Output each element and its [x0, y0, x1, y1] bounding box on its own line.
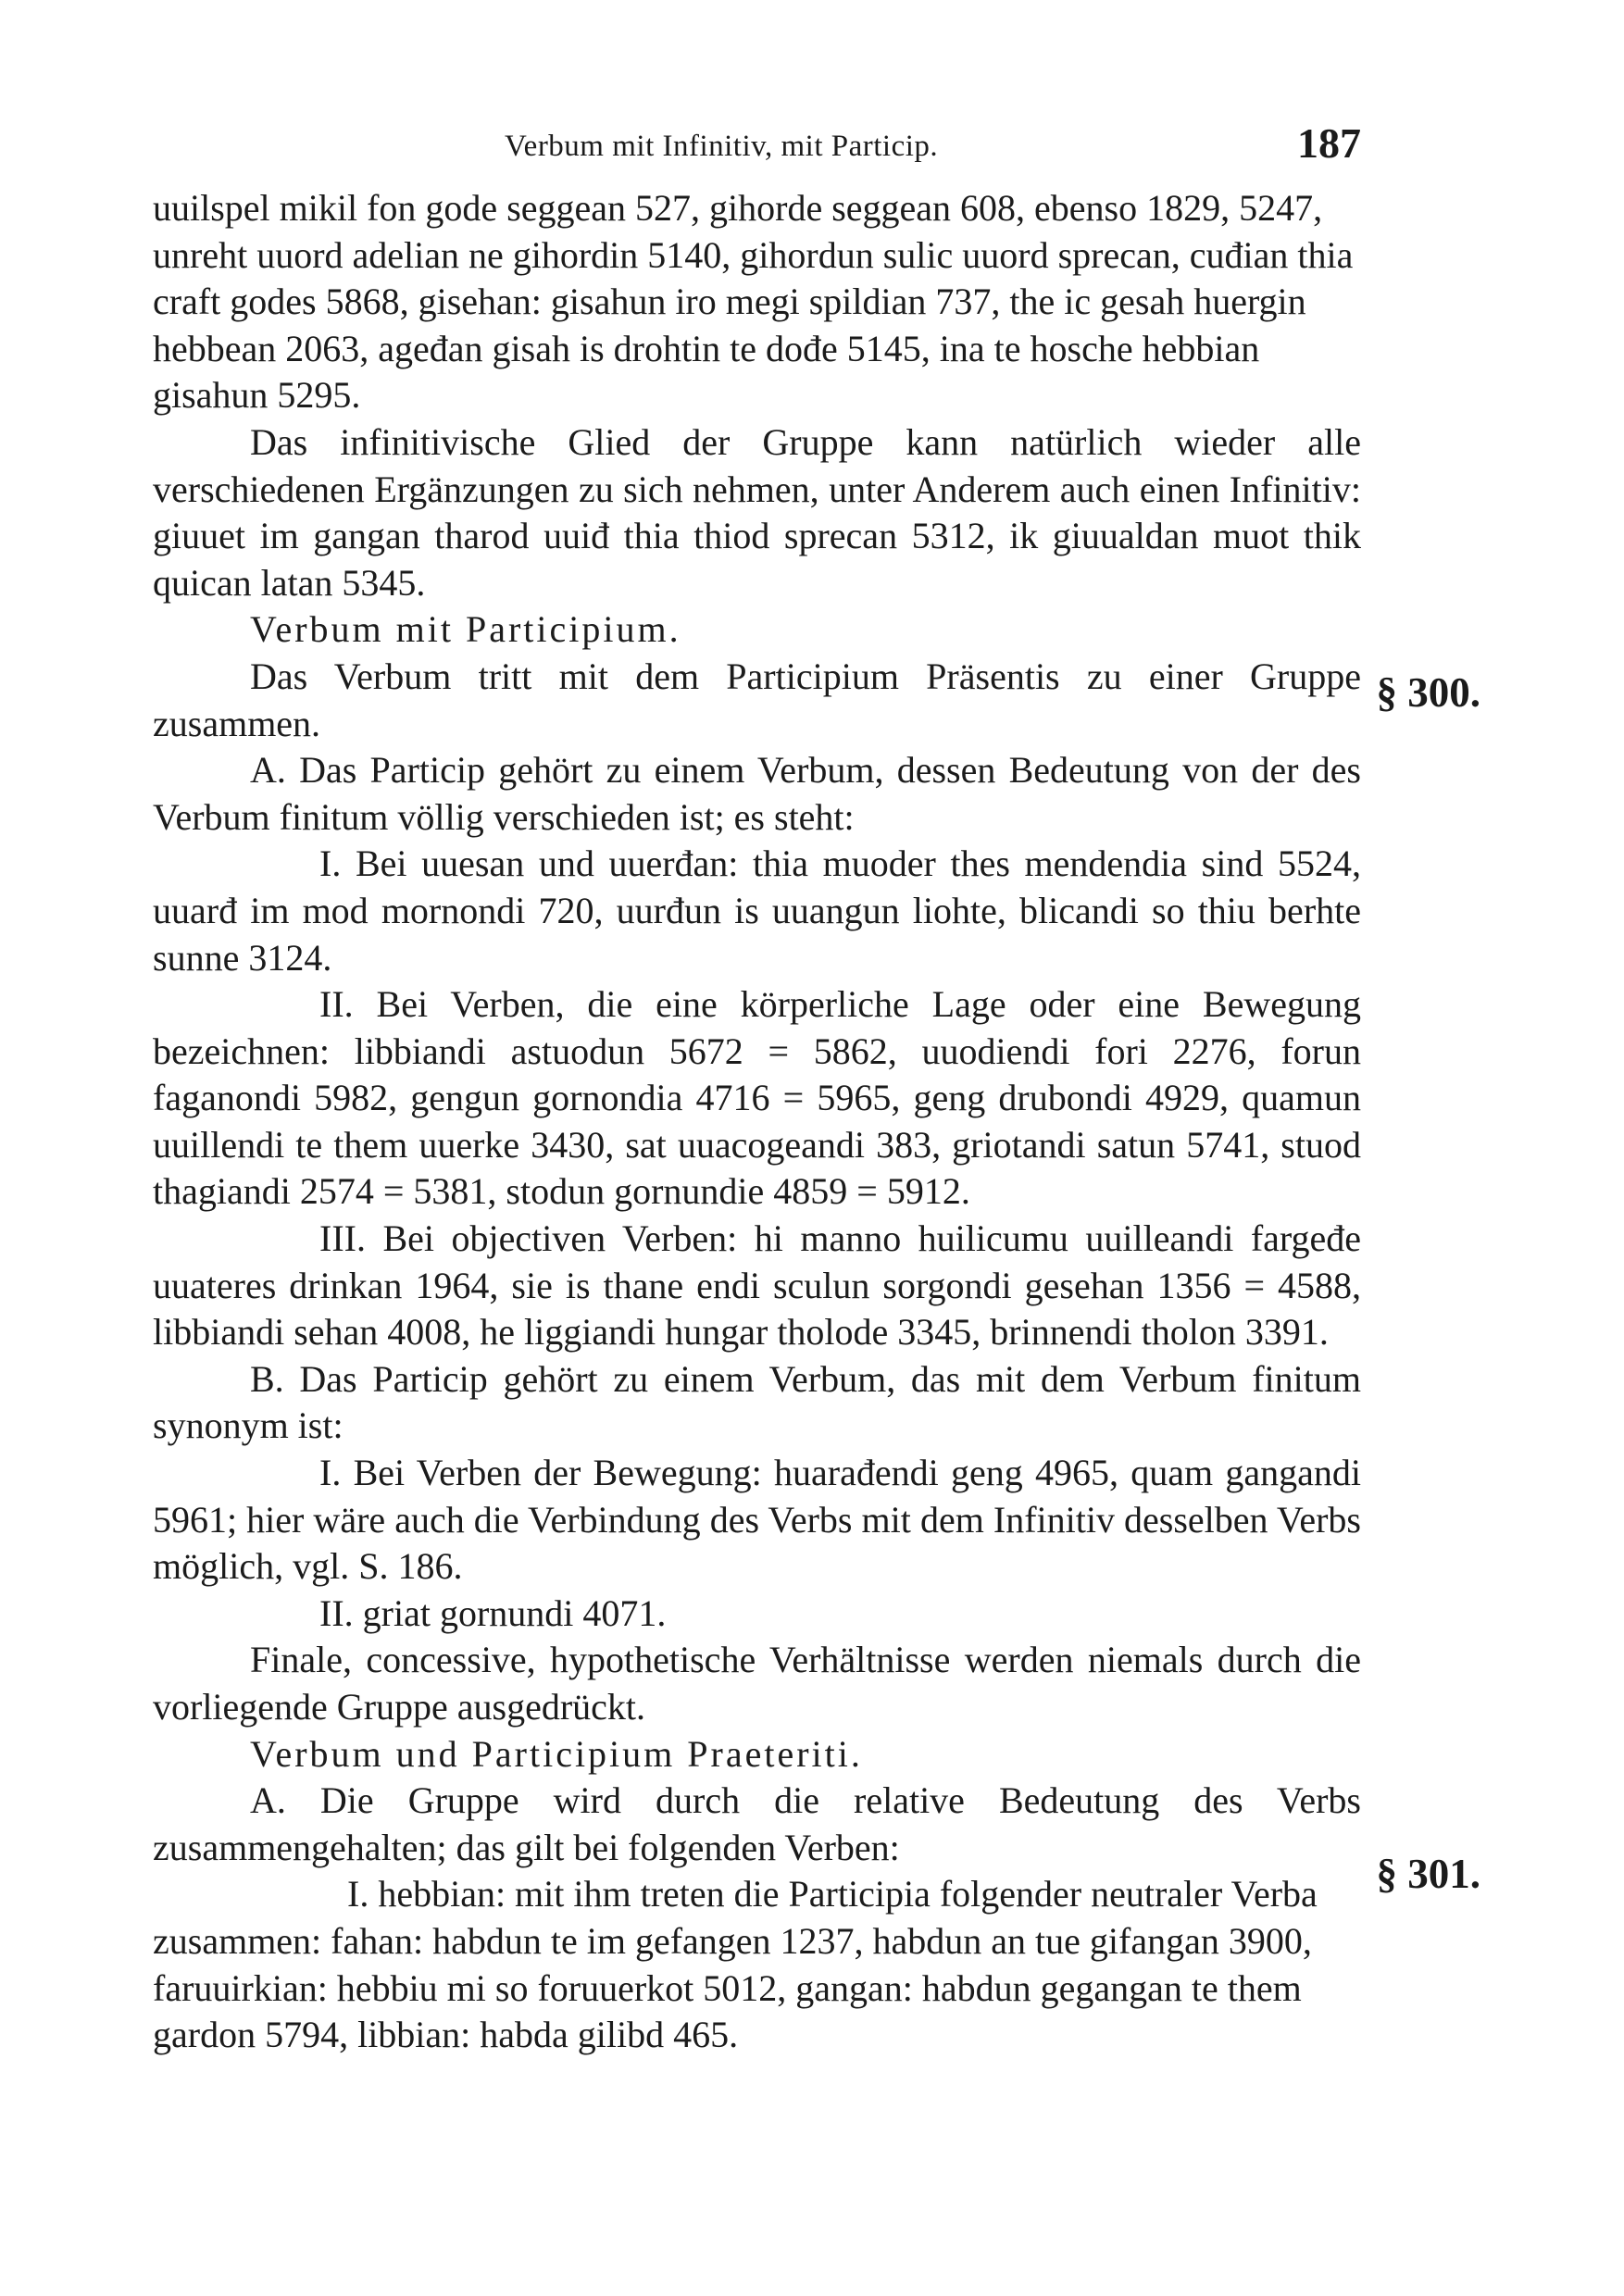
- paragraph-ii-koerperliche-lage: II. Bei Verben, die eine körperliche Lage oder eine Bewegung bezeichnen: libbiandi astuodun 5672 = 5862, uuodiendi fori 2276, forun faganondi 5982, gengun gornondia 4716 = 5965, geng drubondi 4929, quamun uuillendi te them uuerke 3430, sat uuacogeandi 383, griotandi satun 5741, stuod thagiandi 2574 = 5381, stodun gornundie 4859 = 5912.: [153, 983, 1361, 1213]
- page-number: 187: [1297, 119, 1361, 167]
- paragraph-infinitive-group: Das infinitivische Glied der Gruppe kann natürlich wieder alle verschiedenen Ergänzungen zu sich nehmen, unter Anderem auch einen Infinitiv: giuuet im gangan tharod uuiđ thia thiod sprecan 5312, ik giuualdan muot thik quican latan 5345.: [153, 420, 1361, 604]
- paragraph-finale: Finale, concessive, hypothetische Verhältnisse werden niemals durch die vorliegende Gruppe ausgedrückt.: [153, 1639, 1361, 1728]
- section-marker-301: § 301.: [1376, 1851, 1480, 1897]
- paragraph-iii-objective-verben: III. Bei objectiven Verben: hi manno huilicumu uuilleandi fargeđe uuateres drinkan 1964, sie is thane endi sculun sorgondi gesehan 1356 = 4588, libbiandi sehan 4008, he liggiandi hungar tholode 3345, brinnendi tholon 3391.: [153, 1217, 1361, 1354]
- paragraph-i-uuesan-uuerdan: I. Bei uuesan und uuerđan: thia muoder thes mendendia sind 5524, uuarđ im mod mornondi 720, uurđun is uuangun liohte, blicandi so thiu berhte sunne 3124.: [153, 842, 1361, 979]
- paragraph-examples-gisehan: uuilspel mikil fon gode seggean 527, gihorde seggean 608, ebenso 1829, 5247, unreht uuord adelian ne gihordin 5140, gihordun sulic uuord sprecan, cuđian thia craft godes 5868, gisehan: gisahun iro megi spildian 737, the ic gesah huergin hebbean 2063, ageđan gisah is drohtin te dođe 5145, ina te hosche hebbian gisahun 5295.: [153, 187, 1354, 417]
- section-marker-300: § 300.: [1376, 669, 1480, 716]
- paragraph-a-relative-bedeutung: A. Die Gruppe wird durch die relative Bedeutung des Verbs zusammengehalten; das gilt bei folgenden Verben:: [153, 1779, 1361, 1868]
- paragraph-participium-praesentis: Das Verbum tritt mit dem Participium Präsentis zu einer Gruppe zusammen.: [153, 655, 1361, 744]
- paragraph-a-verschieden: A. Das Particip gehört zu einem Verbum, dessen Bedeutung von der des Verbum finitum völlig verschieden ist; es steht:: [153, 749, 1361, 838]
- body-text: [153, 185, 1361, 2059]
- subheading-participium-praeteriti: Verbum und Participium Praeteriti.: [250, 1732, 863, 1775]
- page-header: [153, 119, 1361, 174]
- running-head: Verbum mit Infinitiv, mit Particip.: [505, 130, 939, 163]
- subheading-verbum-mit-participium: Verbum mit Participium.: [250, 608, 681, 651]
- paragraph-ii-griat: II. griat gornundi 4071.: [319, 1591, 667, 1634]
- paragraph-i-hebbian: I. hebbian: mit ihm treten die Participia folgender neutraler Verba zusammen: fahan: habdun te im gefangen 1237, habdun an tue gifangan 3900, faruuirkian: hebbiu mi so foruuerkot 5012, gangan: habdun gegangan te them gardon 5794, libbian: habda gilibd 465.: [153, 1873, 1318, 2056]
- paragraph-b-synonym: B. Das Particip gehört zu einem Verbum, das mit dem Verbum finitum synonym ist:: [153, 1357, 1361, 1447]
- paragraph-i-bewegung: I. Bei Verben der Bewegung: huarađendi geng 4965, quam gangandi 5961; hier wäre auch die Verbindung des Verbs mit dem Infinitiv desselben Verbs möglich, vgl. S. 186.: [153, 1452, 1361, 1588]
